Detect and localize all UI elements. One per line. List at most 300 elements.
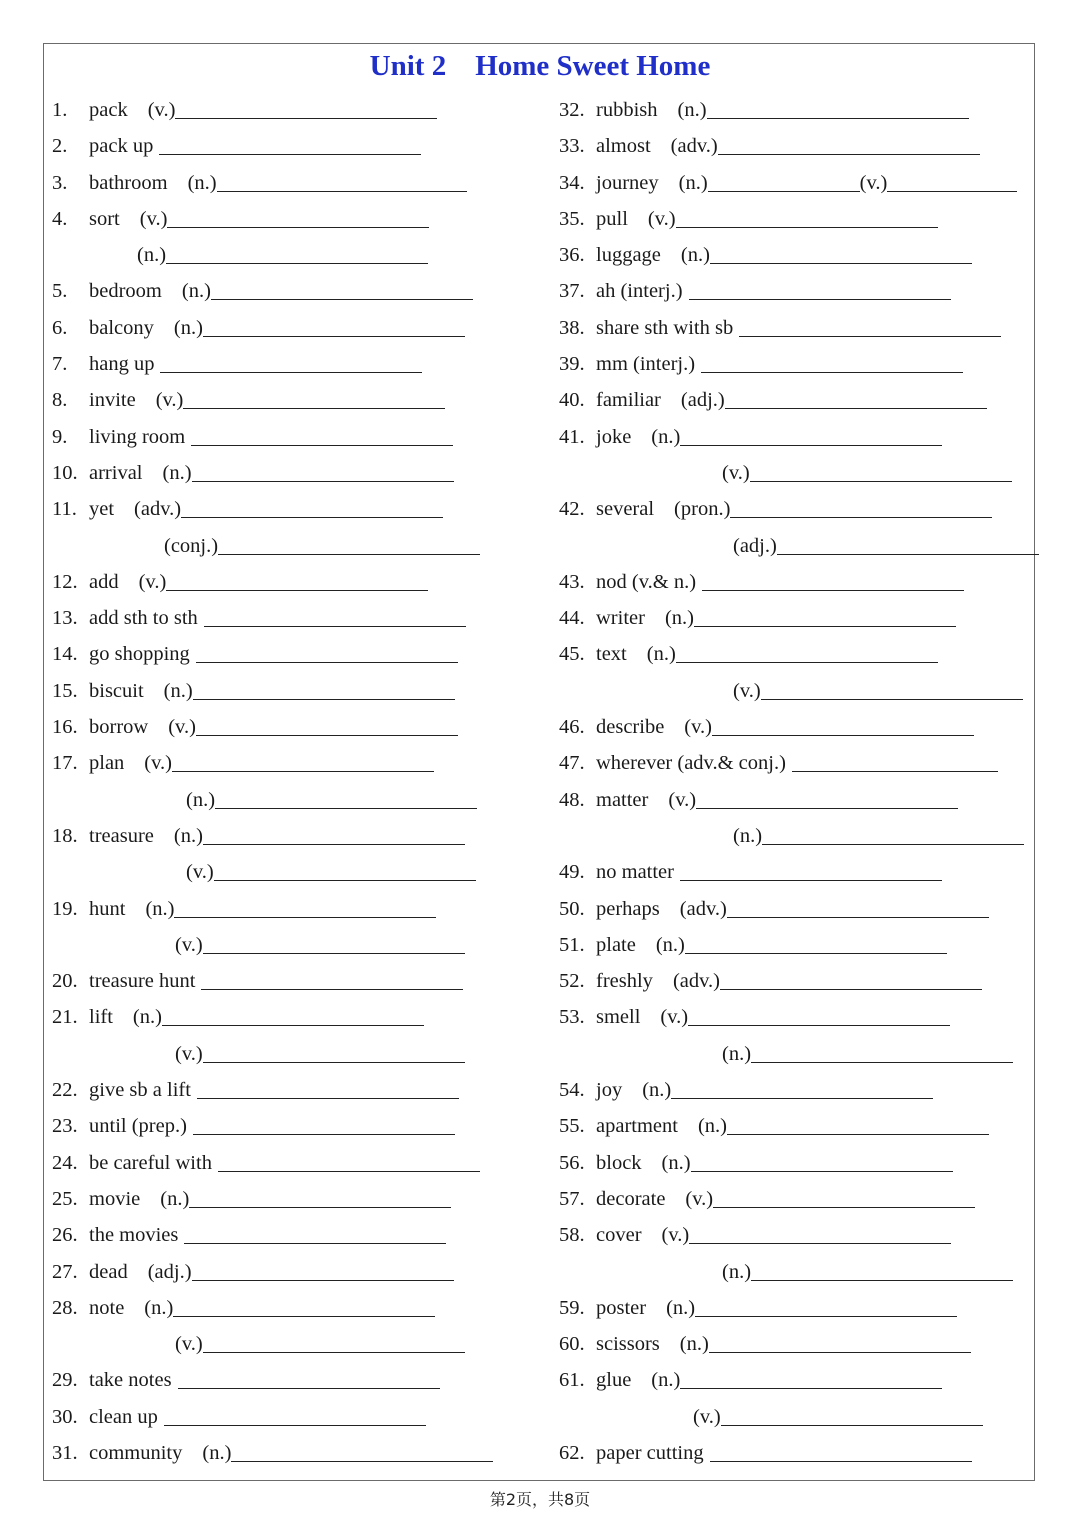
vocab-word: no matter	[596, 861, 674, 884]
item-number: 61.	[559, 1369, 585, 1392]
item-number: 36.	[559, 244, 585, 267]
answer-blank[interactable]	[203, 820, 465, 845]
item-number: 46.	[559, 716, 585, 739]
answer-blank[interactable]	[751, 1256, 1013, 1281]
vocab-word: bathroom	[89, 171, 168, 194]
answer-blank[interactable]	[160, 348, 422, 373]
answer-blank[interactable]	[887, 167, 1017, 192]
answer-blank[interactable]	[709, 1328, 971, 1353]
item-number: 35.	[559, 207, 585, 230]
answer-blank[interactable]	[178, 1364, 440, 1389]
part-of-speech: (n.)	[202, 1441, 232, 1464]
answer-blank[interactable]	[691, 1147, 953, 1172]
answer-blank[interactable]	[777, 530, 1039, 555]
item-number: 18.	[52, 824, 78, 847]
part-of-speech: (adj.)	[147, 1260, 192, 1283]
item-number: 7.	[52, 353, 68, 376]
vocab-row	[52, 927, 493, 963]
answer-blank[interactable]	[173, 1292, 435, 1317]
vocab-word: biscuit	[89, 679, 144, 702]
vocab-row	[559, 1290, 1039, 1326]
answer-blank[interactable]	[193, 1110, 455, 1135]
vocab-word: community	[89, 1441, 183, 1464]
answer-blank[interactable]	[676, 638, 938, 663]
part-of-speech: (n.)	[679, 1333, 709, 1356]
vocab-row	[52, 1108, 493, 1144]
part-of-speech: (adv.)	[679, 897, 727, 920]
vocab-row	[52, 1145, 493, 1181]
part-of-speech: (adj.)	[680, 389, 725, 412]
answer-blank[interactable]	[792, 747, 998, 772]
part-of-speech: (n.)	[661, 1151, 691, 1174]
answer-blank[interactable]	[713, 1183, 975, 1208]
item-number: 53.	[559, 1006, 585, 1029]
answer-blank[interactable]	[701, 348, 963, 373]
answer-blank[interactable]	[214, 856, 476, 881]
answer-blank[interactable]	[710, 239, 972, 264]
part-of-speech: (n.)	[173, 824, 203, 847]
item-number: 3.	[52, 171, 68, 194]
part-of-speech: (n.)	[646, 643, 676, 666]
item-number: 9.	[52, 425, 68, 448]
vocab-row	[559, 673, 1039, 709]
answer-blank[interactable]	[217, 167, 467, 192]
vocab-word: several	[596, 498, 655, 521]
item-number: 22.	[52, 1079, 78, 1102]
vocab-word: joke	[596, 425, 632, 448]
vocab-word: give sb a lift	[89, 1079, 191, 1102]
vocab-row	[52, 1254, 493, 1290]
item-number: 58.	[559, 1224, 585, 1247]
vocab-word: pull	[596, 207, 628, 230]
item-number: 19.	[52, 897, 78, 920]
vocab-row	[559, 237, 1039, 273]
vocab-row	[559, 491, 1039, 527]
answer-blank[interactable]	[671, 1074, 933, 1099]
part-of-speech: (n.)	[666, 1296, 696, 1319]
item-number: 6.	[52, 316, 68, 339]
vocab-row	[559, 927, 1039, 963]
part-of-speech: (n.)	[677, 99, 707, 121]
vocab-row	[52, 782, 493, 818]
vocab-word: poster	[596, 1296, 647, 1319]
vocab-row	[52, 528, 493, 564]
answer-blank[interactable]	[203, 1038, 465, 1063]
answer-blank[interactable]	[218, 1147, 480, 1172]
answer-blank[interactable]	[708, 167, 860, 192]
part-of-speech: (n.)	[132, 1006, 162, 1029]
item-number: 37.	[559, 280, 585, 303]
vocab-word: rubbish	[596, 99, 658, 121]
vocab-row	[52, 310, 493, 346]
item-number: 56.	[559, 1151, 585, 1174]
vocab-row	[52, 382, 493, 418]
vocab-row	[52, 709, 493, 745]
vocab-row	[559, 818, 1039, 854]
vocab-row	[559, 273, 1039, 309]
item-number: 1.	[52, 99, 68, 121]
answer-blank[interactable]	[688, 1001, 950, 1026]
vocab-row	[559, 1254, 1039, 1290]
item-number: 14.	[52, 643, 78, 666]
vocab-row	[52, 128, 493, 164]
answer-blank[interactable]	[203, 1328, 465, 1353]
vocab-word: pack	[89, 99, 128, 121]
answer-blank[interactable]	[203, 312, 465, 337]
vocab-row	[559, 528, 1039, 564]
part-of-speech: (n.)	[145, 897, 175, 920]
vocab-row	[52, 999, 493, 1035]
answer-blank[interactable]	[175, 94, 437, 119]
answer-blank[interactable]	[680, 421, 942, 446]
vocab-word: apartment	[596, 1115, 678, 1138]
vocab-word: perhaps	[596, 897, 660, 920]
part-of-speech: (n.)	[181, 280, 211, 303]
vocab-word: share sth with sb	[596, 316, 734, 339]
vocab-word: pack up	[89, 135, 154, 158]
vocab-row	[559, 1181, 1039, 1217]
vocab-row	[559, 999, 1039, 1035]
item-number: 10.	[52, 461, 78, 484]
part-of-speech: (n.)	[160, 1187, 190, 1210]
vocab-word: the movies	[89, 1224, 179, 1247]
vocab-row	[52, 419, 493, 455]
answer-blank[interactable]	[680, 856, 942, 881]
vocab-word: arrival	[89, 461, 143, 484]
answer-blank[interactable]	[739, 312, 1001, 337]
vocab-word: clean up	[89, 1405, 158, 1428]
part-of-speech: (v.)	[722, 461, 750, 484]
vocab-row	[52, 201, 493, 237]
vocab-row	[52, 346, 493, 382]
left-column	[52, 92, 493, 1471]
answer-blank[interactable]	[201, 965, 463, 990]
vocab-row	[52, 891, 493, 927]
answer-blank[interactable]	[680, 1364, 942, 1389]
vocab-row	[559, 854, 1039, 890]
vocab-row	[559, 1036, 1039, 1072]
part-of-speech: (v.)	[138, 570, 167, 593]
vocab-row	[52, 1362, 493, 1398]
vocab-row	[559, 600, 1039, 636]
item-number: 40.	[559, 389, 585, 412]
answer-blank[interactable]	[183, 384, 445, 409]
item-number: 54.	[559, 1079, 585, 1102]
vocab-word: smell	[596, 1006, 641, 1029]
vocab-row	[52, 273, 493, 309]
vocab-word: treasure hunt	[89, 970, 196, 993]
item-number: 32.	[559, 99, 585, 121]
part-of-speech: (n.)	[733, 824, 763, 847]
vocab-word: nod (v.& n.)	[596, 570, 697, 593]
vocab-row	[559, 1217, 1039, 1253]
item-number: 30.	[52, 1405, 78, 1428]
vocab-word: glue	[596, 1369, 632, 1392]
item-number: 49.	[559, 861, 585, 884]
vocab-row	[559, 1072, 1039, 1108]
answer-blank[interactable]	[211, 275, 473, 300]
part-of-speech: (v.)	[175, 933, 203, 956]
part-of-speech: (v.)	[186, 861, 214, 884]
vocab-word: block	[596, 1151, 642, 1174]
vocab-word: text	[596, 643, 627, 666]
item-number: 4.	[52, 207, 68, 230]
answer-blank[interactable]	[166, 239, 428, 264]
answer-blank[interactable]	[166, 566, 428, 591]
answer-blank[interactable]	[702, 566, 964, 591]
vocab-row	[52, 854, 493, 890]
vocab-row	[52, 1036, 493, 1072]
answer-blank[interactable]	[750, 457, 1012, 482]
vocab-word: until (prep.)	[89, 1115, 187, 1138]
vocab-word: movie	[89, 1187, 141, 1210]
vocab-row	[52, 1326, 493, 1362]
vocab-word: invite	[89, 389, 136, 412]
part-of-speech: (n.)	[664, 607, 694, 630]
part-of-speech: (v.)	[139, 207, 168, 230]
vocab-word: luggage	[596, 244, 661, 267]
answer-blank[interactable]	[196, 638, 458, 663]
item-number: 28.	[52, 1296, 78, 1319]
vocab-word: note	[89, 1296, 125, 1319]
vocab-row	[559, 891, 1039, 927]
vocab-word: living room	[89, 425, 186, 448]
answer-blank[interactable]	[191, 421, 453, 446]
vocab-row	[52, 1290, 493, 1326]
answer-blank[interactable]	[761, 675, 1023, 700]
part-of-speech: (v.)	[168, 716, 196, 739]
part-of-speech: (n.)	[186, 788, 216, 811]
vocab-word: go shopping	[89, 643, 190, 666]
part-of-speech: (adv.)	[672, 970, 720, 993]
vocab-word: cover	[596, 1224, 642, 1247]
part-of-speech: (pron.)	[674, 498, 731, 521]
item-number: 29.	[52, 1369, 78, 1392]
vocab-word: almost	[596, 135, 651, 158]
vocab-row	[52, 165, 493, 201]
answer-blank[interactable]	[164, 1401, 426, 1426]
vocab-row	[52, 636, 493, 672]
answer-blank[interactable]	[696, 784, 958, 809]
vocab-row	[559, 636, 1039, 672]
part-of-speech: (n.)	[162, 461, 192, 484]
answer-blank[interactable]	[730, 493, 992, 518]
part-of-speech: (v.)	[155, 389, 184, 412]
vocab-row	[559, 1326, 1039, 1362]
vocab-word: borrow	[89, 716, 149, 739]
answer-blank[interactable]	[192, 457, 454, 482]
vocab-row	[559, 455, 1039, 491]
answer-blank[interactable]	[215, 784, 477, 809]
vocab-word: plate	[596, 933, 636, 956]
item-number: 52.	[559, 970, 585, 993]
item-number: 8.	[52, 389, 68, 412]
vocab-word: writer	[596, 607, 645, 630]
answer-blank[interactable]	[181, 493, 443, 518]
vocab-row	[559, 346, 1039, 382]
vocab-row	[559, 1145, 1039, 1181]
vocab-row	[52, 1181, 493, 1217]
answer-blank[interactable]	[193, 675, 455, 700]
vocab-row	[52, 237, 493, 273]
vocab-word: add	[89, 570, 119, 593]
answer-blank[interactable]	[712, 711, 974, 736]
answer-blank[interactable]	[710, 1437, 972, 1462]
answer-blank[interactable]	[721, 1401, 983, 1426]
item-number: 5.	[52, 280, 68, 303]
answer-blank[interactable]	[172, 747, 434, 772]
part-of-speech: (v.)	[733, 679, 761, 702]
part-of-speech: (n.)	[722, 1260, 752, 1283]
part-of-speech: (n.)	[722, 1042, 752, 1065]
answer-blank[interactable]	[727, 1110, 989, 1135]
part-of-speech: (n.)	[651, 425, 681, 448]
part-of-speech: (n.)	[697, 1115, 727, 1138]
answer-blank[interactable]	[167, 203, 429, 228]
vocab-word: ah (interj.)	[596, 280, 683, 303]
answer-blank[interactable]	[707, 94, 969, 119]
answer-blank[interactable]	[694, 602, 956, 627]
vocab-word: scissors	[596, 1333, 660, 1356]
answer-blank[interactable]	[762, 820, 1024, 845]
vocab-row	[559, 419, 1039, 455]
item-number: 62.	[559, 1441, 585, 1464]
item-number: 48.	[559, 788, 585, 811]
answer-blank[interactable]	[720, 965, 982, 990]
item-number: 20.	[52, 970, 78, 993]
vocab-row	[52, 1435, 493, 1471]
item-number: 41.	[559, 425, 585, 448]
answer-blank[interactable]	[689, 275, 951, 300]
item-number: 60.	[559, 1333, 585, 1356]
item-number: 51.	[559, 933, 585, 956]
item-number: 44.	[559, 607, 585, 630]
answer-blank[interactable]	[695, 1292, 957, 1317]
part-of-speech: (v.)	[668, 788, 697, 811]
answer-blank[interactable]	[159, 130, 421, 155]
vocab-word: hunt	[89, 897, 126, 920]
part-of-speech: (v.)	[647, 207, 676, 230]
vocab-row	[559, 1435, 1039, 1471]
answer-blank[interactable]	[676, 203, 938, 228]
vocab-row	[559, 1399, 1039, 1435]
vocab-row	[52, 1399, 493, 1435]
vocab-word: dead	[89, 1260, 128, 1283]
item-number: 2.	[52, 135, 68, 158]
item-number: 24.	[52, 1151, 78, 1174]
part-of-speech: (v.)	[693, 1405, 721, 1428]
item-number: 33.	[559, 135, 585, 158]
answer-blank[interactable]	[204, 602, 466, 627]
vocab-word: bedroom	[89, 280, 162, 303]
item-number: 31.	[52, 1441, 78, 1464]
answer-blank[interactable]	[192, 1256, 454, 1281]
item-number: 27.	[52, 1260, 78, 1283]
item-number: 21.	[52, 1006, 78, 1029]
answer-blank[interactable]	[727, 893, 989, 918]
part-of-speech: (n.)	[655, 933, 685, 956]
item-number: 23.	[52, 1115, 78, 1138]
part-of-speech: (adj.)	[733, 534, 777, 557]
vocab-word: lift	[89, 1006, 113, 1029]
vocab-word: journey	[596, 171, 659, 194]
part-of-speech: (adv.)	[670, 135, 718, 158]
answer-blank[interactable]	[189, 1183, 451, 1208]
vocab-word: wherever (adv.& conj.)	[596, 752, 786, 775]
part-of-speech: (n.)	[642, 1079, 672, 1102]
part-of-speech: (v.)	[660, 1006, 689, 1029]
vocab-word: sort	[89, 207, 120, 230]
answer-blank[interactable]	[196, 711, 458, 736]
vocab-row	[52, 1217, 493, 1253]
vocab-row	[559, 709, 1039, 745]
part-of-speech: (v.)	[147, 99, 176, 121]
vocab-word: balcony	[89, 316, 154, 339]
vocab-row	[559, 564, 1039, 600]
item-number: 11.	[52, 498, 77, 521]
vocab-row	[52, 745, 493, 781]
vocab-row	[52, 963, 493, 999]
part-of-speech: (v.)	[685, 1187, 714, 1210]
answer-blank[interactable]	[203, 929, 465, 954]
item-number: 45.	[559, 643, 585, 666]
page-title: Unit 2 Home Sweet Home	[369, 50, 711, 82]
part-of-speech: (n.)	[173, 316, 203, 339]
right-column	[559, 92, 1039, 1471]
answer-blank[interactable]	[218, 530, 480, 555]
answer-blank[interactable]	[685, 929, 947, 954]
vocab-row	[559, 310, 1039, 346]
vocab-word: matter	[596, 788, 649, 811]
item-number: 47.	[559, 752, 585, 775]
vocab-row	[559, 165, 1039, 201]
part-of-speech: (n.)	[163, 679, 193, 702]
item-number: 57.	[559, 1187, 585, 1210]
vocab-word: paper cutting	[596, 1441, 704, 1464]
vocab-row	[52, 491, 493, 527]
answer-blank[interactable]	[689, 1219, 951, 1244]
answer-blank[interactable]	[751, 1038, 1013, 1063]
vocab-row	[52, 1072, 493, 1108]
item-number: 39.	[559, 353, 585, 376]
vocab-word: freshly	[596, 970, 653, 993]
answer-blank[interactable]	[197, 1074, 459, 1099]
answer-blank[interactable]	[231, 1437, 493, 1462]
vocab-row	[559, 128, 1039, 164]
part-of-speech: (n.)	[651, 1369, 681, 1392]
item-number: 42.	[559, 498, 585, 521]
answer-blank[interactable]	[718, 130, 980, 155]
item-number: 59.	[559, 1296, 585, 1319]
part-of-speech: (n.)	[137, 244, 167, 267]
item-number: 13.	[52, 607, 78, 630]
vocab-row	[559, 1362, 1039, 1398]
answer-blank[interactable]	[174, 893, 436, 918]
item-number: 12.	[52, 570, 78, 593]
vocab-word: hang up	[89, 353, 155, 376]
vocab-row	[52, 600, 493, 636]
vocab-word: plan	[89, 752, 125, 775]
vocab-row	[559, 963, 1039, 999]
item-number: 25.	[52, 1187, 78, 1210]
answer-blank[interactable]	[725, 384, 987, 409]
item-number: 26.	[52, 1224, 78, 1247]
answer-blank[interactable]	[184, 1219, 446, 1244]
part-of-speech: (v.)	[144, 752, 172, 775]
part-of-speech: (v.)	[175, 1333, 203, 1356]
part-of-speech: (v.)	[661, 1224, 690, 1247]
answer-blank[interactable]	[162, 1001, 424, 1026]
